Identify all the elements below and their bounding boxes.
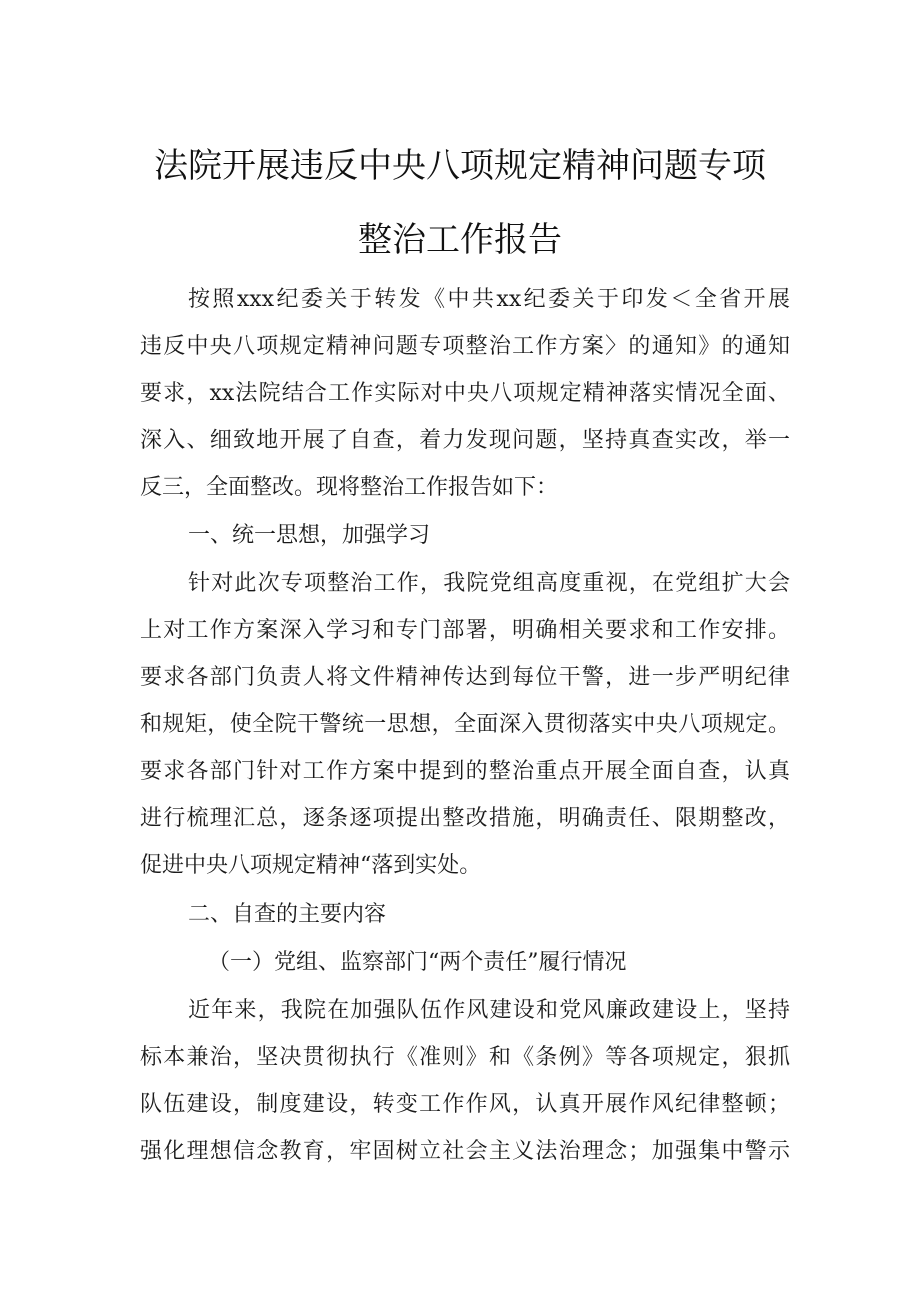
subsection-heading-1: （一）党组、监察部门“两个责任”履行情况 (208, 950, 627, 975)
document-title-line-1: 法院开展违反中央八项规定精神问题专项 (154, 146, 766, 186)
paragraph-line: 针对此次专项整治工作，我院党组高度重视，在党组扩大会 (188, 571, 790, 596)
paragraph-line: 上对工作方案深入学习和专门部署，明确相关要求和工作安排。 (140, 618, 790, 643)
document-title-line-2: 整治工作报告 (358, 220, 562, 260)
paragraph-line: 深入、细致地开展了自查，着力发现问题，坚持真查实改，举一 (140, 428, 790, 453)
paragraph-line: 要求，xx法院结合工作实际对中央八项规定精神落实情况全面、 (140, 381, 790, 406)
paragraph-line: 促进中央八项规定精神“落到实处。 (140, 853, 482, 878)
paragraph-line: 标本兼治，坚决贯彻执行《准则》和《条例》等各项规定，狠抓 (140, 1045, 790, 1070)
paragraph-line: 要求各部门负责人将文件精神传达到每位干警，进一步严明纪律 (140, 665, 790, 690)
paragraph-line: 按照xxx纪委关于转发《中共xx纪委关于印发＜全省开展 (188, 287, 790, 312)
paragraph-line: 违反中央八项规定精神问题专项整治工作方案〉的通知》的通知 (140, 334, 790, 359)
section-heading-1: 一、统一思想，加强学习 (188, 523, 431, 548)
paragraph-line: 和规矩，使全院干警统一思想，全面深入贯彻落实中央八项规定。 (140, 712, 790, 737)
section-heading-2: 二、自查的主要内容 (188, 902, 387, 927)
paragraph-line: 进行梳理汇总，逐条逐项提出整改措施，明确责任、限期整改， (140, 806, 790, 831)
paragraph-line: 强化理想信念教育，牢固树立社会主义法治理念；加强集中警示 (140, 1139, 790, 1164)
paragraph-line: 近年来，我院在加强队伍作风建设和党风廉政建设上，坚持 (188, 998, 790, 1023)
paragraph-line: 反三，全面整改。现将整治工作报告如下： (140, 475, 559, 500)
paragraph-line: 队伍建设，制度建设，转变工作作风，认真开展作风纪律整顿； (140, 1092, 790, 1117)
paragraph-line: 要求各部门针对工作方案中提到的整治重点开展全面自查，认真 (140, 759, 790, 784)
